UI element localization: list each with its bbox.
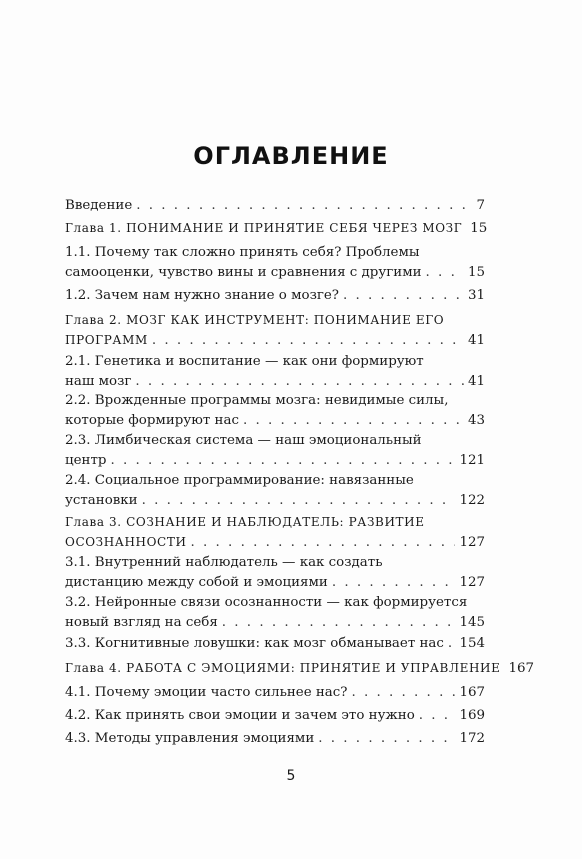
toc-entry-page: 43 [467,413,485,428]
toc-entry[interactable] [65,593,485,633]
dot-leader [318,729,455,749]
toc-entry-title: Глава 1. ПОНИМАНИЕ И ПРИНЯТИЕ СЕБЯ ЧЕРЕЗ МОЗГ [65,221,463,235]
toc-entry[interactable] [65,729,485,749]
toc-entry-title: Глава 4. РАБОТА С ЭМОЦИЯМИ: ПРИНЯТИЕ И УПРАВЛЕНИЕ [65,661,501,675]
toc-entry[interactable] [65,683,485,703]
toc-entry[interactable] [65,471,485,511]
toc-entry[interactable] [65,352,485,392]
toc-entry-page: 169 [459,708,485,723]
toc-entry-title-line: наш мозг [65,374,132,389]
toc-entry-title-line: которые формируют нас [65,413,239,428]
toc-entry[interactable] [65,706,485,726]
dot-leader [110,451,455,471]
toc-entry-page: 167 [459,685,485,700]
dot-leader [332,573,456,593]
toc-entry-title: Введение [65,198,133,213]
toc-entry[interactable] [65,243,485,283]
toc-chapter-entry[interactable] [65,512,485,553]
toc-entry[interactable] [65,196,485,216]
toc-chapter-entry[interactable] [65,310,485,351]
toc-entry[interactable] [65,391,485,431]
dot-leader [152,331,464,351]
dot-leader [351,683,455,703]
toc-entry-title-line: самооценки, чувство вины и сравнения с другими [65,265,422,280]
toc-entry-page: 154 [459,636,485,651]
toc-entry[interactable] [65,634,485,654]
toc-entry-page: 172 [459,731,485,746]
toc-chapter-entry[interactable] [65,218,488,239]
toc-entry-title: 4.3. Методы управления эмоциями [65,731,315,746]
toc-entry-title: 3.3. Когнитивные ловушки: как мозг обманывает нас [65,636,444,651]
toc-entry-title-line: дистанцию между собой и эмоциями [65,575,328,590]
toc-entry-title-line: 2.4. Социальное программирование: навязанные [65,473,414,488]
toc-entry-title-line: 1.1. Почему так сложно принять себя? Проблемы [65,245,420,260]
toc-entry-page: 127 [459,575,485,590]
toc-entry-title-line: ПРОГРАММ [65,333,148,347]
dot-leader [142,491,456,511]
toc-entry-page: 122 [459,493,485,508]
toc-entry-title-line: 2.3. Лимбическая система — наш эмоциональный [65,433,422,448]
toc-entry-page: 127 [459,535,485,550]
dot-leader [343,286,464,306]
dot-leader [448,634,456,654]
toc-entry-title-line: 3.2. Нейронные связи осознанности — как формируется [65,595,468,610]
toc-entry[interactable] [65,553,485,593]
toc-chapter-entry[interactable] [65,658,534,679]
toc-entry-title-line: 2.1. Генетика и воспитание — как они формируют [65,354,424,369]
page-number: 5 [286,768,296,784]
toc-entry-title-line: центр [65,453,107,468]
dot-leader [191,533,456,553]
toc-entry-page: 7 [476,198,485,213]
toc-entry-title: 1.2. Зачем нам нужно знание о мозге? [65,288,339,303]
dot-leader [419,706,456,726]
toc-entry-page: 31 [467,288,485,303]
toc-entry-title: 4.1. Почему эмоции часто сильнее нас? [65,685,348,700]
toc-entry-page: 121 [459,453,485,468]
toc-entry-title-line: 3.1. Внутренний наблюдатель — как создать [65,555,383,570]
toc-entry[interactable] [65,431,485,471]
toc-entry-page: 145 [459,615,485,630]
toc-entry-title-line: 2.2. Врожденные программы мозга: невидимые силы, [65,393,449,408]
dot-leader [426,263,464,283]
toc-entry-title: 4.2. Как принять свои эмоции и зачем это нужно [65,708,415,723]
toc-entry-page: 167 [508,661,534,676]
toc-entry-page: 41 [467,333,485,348]
toc-entry-title-line: Глава 3. СОЗНАНИЕ И НАБЛЮДАТЕЛЬ: РАЗВИТИЕ [65,515,425,529]
dot-leader [135,372,464,392]
toc-entry[interactable] [65,286,485,306]
toc-entry-title-line: ОСОЗНАННОСТИ [65,535,187,549]
toc-entry-title-line: установки [65,493,138,508]
dot-leader [243,411,464,431]
toc-entry-page: 15 [467,265,485,280]
dot-leader [222,613,456,633]
toc-entry-title-line: Глава 2. МОЗГ КАК ИНСТРУМЕНТ: ПОНИМАНИЕ ЕГО [65,313,445,327]
toc-entry-title-line: новый взгляд на себя [65,615,218,630]
toc-entry-page: 15 [470,221,488,236]
dot-leader [136,196,472,216]
toc-entry-page: 41 [467,374,485,389]
page-title: ОГЛАВЛЕНИЕ [193,142,389,170]
